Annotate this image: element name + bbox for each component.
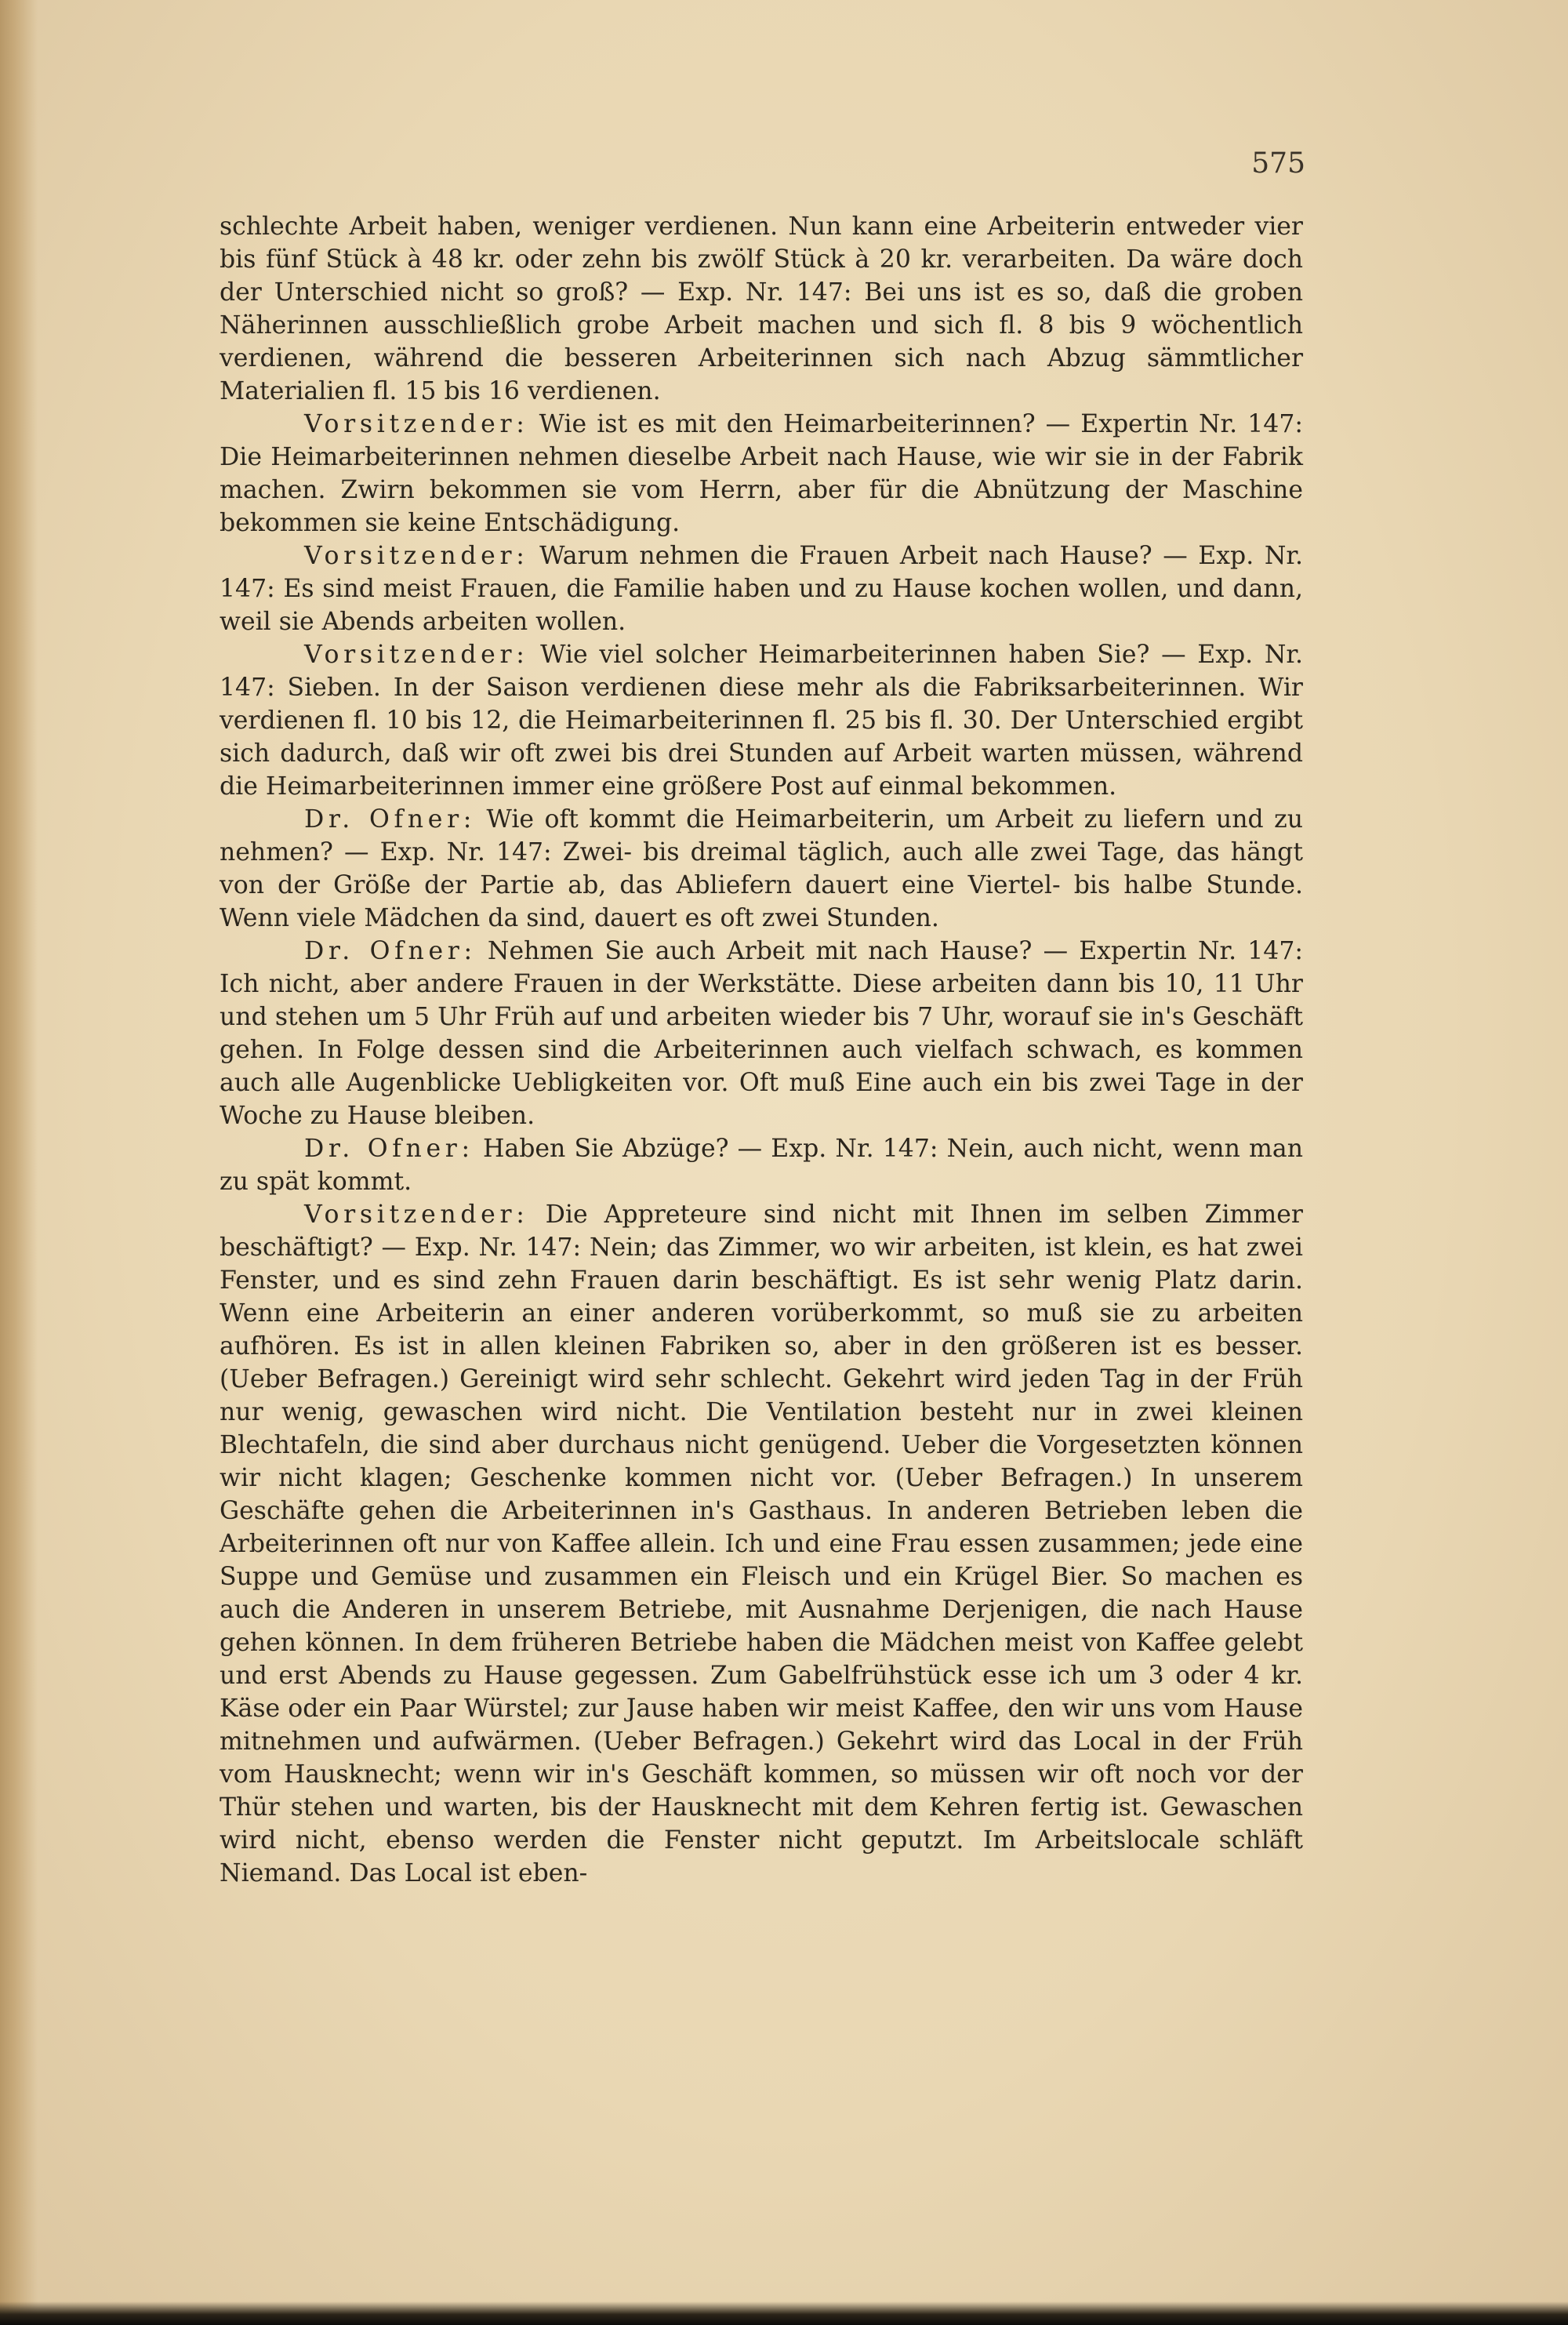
paragraph-text: Warum nehmen die Frauen Arbeit nach Hause? — Exp. Nr. 147: Es sind meist Frauen, die Familie haben und zu Hause kochen wollen, und dann, weil sie Abends arbeiten wollen.: [220, 542, 1303, 636]
paragraph-dialogue: [220, 408, 1303, 539]
speaker-label: Vorsitzender:: [304, 1201, 529, 1229]
speaker-label: Vorsitzender:: [304, 641, 529, 669]
paragraph-dialogue: [220, 935, 1303, 1132]
paragraph-text: Wie ist es mit den Heimarbeiterinnen? — Expertin Nr. 147: Die Heimarbeiterinnen nehmen dieselbe Arbeit nach Hause, wie wir sie in der Fabrik machen. Zwirn bekommen sie vom Herrn, aber für die Abnützung der Maschine bekommen sie keine Entschädigung.: [220, 410, 1303, 537]
speaker-label: Vorsitzender:: [304, 542, 529, 570]
speaker-label: Dr. Ofner:: [304, 1135, 474, 1163]
page-bottom-edge: [0, 2301, 1568, 2325]
paragraph-dialogue: [220, 638, 1303, 803]
paragraph-continuation: [220, 210, 1303, 408]
paragraph-text: Wie oft kommt die Heimarbeiterin, um Arbeit zu liefern und zu nehmen? — Exp. Nr. 147: Zwei- bis dreimal täglich, auch alle zwei Tage, das hängt von der Größe der Partie ab, das Abliefern dauert eine Viertel- bis halbe Stunde. Wenn viele Mädchen da sind, dauert es oft zwei Stunden.: [220, 805, 1303, 932]
speaker-label: Dr. Ofner:: [304, 937, 477, 965]
paragraph-dialogue: [220, 1132, 1303, 1198]
paragraph-text: Haben Sie Abzüge? — Exp. Nr. 147: Nein, auch nicht, wenn man zu spät kommt.: [220, 1135, 1303, 1196]
paragraph-dialogue: [220, 1198, 1303, 1890]
speaker-label: Dr. Ofner:: [304, 805, 477, 834]
paragraph-dialogue: [220, 803, 1303, 935]
paragraph-dialogue: [220, 539, 1303, 638]
speaker-label: Vorsitzender:: [304, 410, 529, 438]
body-text: [220, 210, 1303, 1890]
page-left-edge-shadow: [0, 0, 38, 2325]
paragraph-text: Die Appreteure sind nicht mit Ihnen im selben Zimmer beschäftigt? — Exp. Nr. 147: Nein; das Zimmer, wo wir arbeiten, ist klein, es hat zwei Fenster, und es sind zehn Frauen darin beschäftigt. Es ist sehr wenig Platz darin. Wenn eine Arbeiterin an einer anderen vorüberkommt, so muß sie zu arbeiten aufhören. Es ist in allen kleinen Fabriken so, aber in den größeren ist es besser. (Ueber Befragen.) Gereinigt wird sehr schlecht. Gekehrt wird jeden Tag in der Früh nur wenig, gewaschen wird nicht. Die Ventilation besteht nur in zwei kleinen Blechtafeln, die sind aber durchaus nicht genügend. Ueber die Vorgesetzten können wir nicht klagen; Geschenke kommen nicht vor. (Ueber Befragen.) In unserem Geschäfte gehen die Arbeiterinnen in's Gasthaus. In anderen Betrieben leben die Arbeiterinnen oft nur von Kaffee allein. Ich und eine Frau essen zusammen; jede eine Suppe und Gemüse und zusammen ein Fleisch und ein Krügel Bier. So machen es auch die Anderen in unserem Betriebe, mit Ausnahme Derjenigen, die nach Hause gehen können. In dem früheren Betriebe haben die Mädchen meist von Kaffee gelebt und erst Abends zu Hause gegessen. Zum Gabelfrühstück esse ich um 3 oder 4 kr. Käse oder ein Paar Würstel; zur Jause haben wir meist Kaffee, den wir uns vom Hause mitnehmen und aufwärmen. (Ueber Befragen.) Gekehrt wird das Local in der Früh vom Hausknecht; wenn wir in's Geschäft kommen, so müssen wir oft noch vor der Thür stehen und warten, bis der Hausknecht mit dem Kehren fertig ist. Gewaschen wird nicht, ebenso werden die Fenster nicht geputzt. Im Arbeitslocale schläft Niemand. Das Local ist eben-: [220, 1201, 1303, 1887]
page-number: 575: [1251, 147, 1305, 180]
paragraph-text: schlechte Arbeit haben, weniger verdienen. Nun kann eine Arbeiterin entweder vier bis fünf Stück à 48 kr. oder zehn bis zwölf Stück à 20 kr. verarbeiten. Da wäre doch der Unterschied nicht so groß? — Exp. Nr. 147: Bei uns ist es so, daß die groben Näherinnen ausschließlich grobe Arbeit machen und sich fl. 8 bis 9 wöchentlich verdienen, während die besseren Arbeiterinnen sich nach Abzug sämmtlicher Materialien fl. 15 bis 16 verdienen.: [220, 213, 1303, 405]
paragraph-text: Wie viel solcher Heimarbeiterinnen haben Sie? — Exp. Nr. 147: Sieben. In der Saison verdienen diese mehr als die Fabriksarbeiterinnen. Wir verdienen fl. 10 bis 12, die Heimarbeiterinnen fl. 25 bis fl. 30. Der Unterschied ergibt sich dadurch, daß wir oft zwei bis drei Stunden auf Arbeit warten müssen, während die Heimarbeiterinnen immer eine größere Post auf einmal bekommen.: [220, 641, 1303, 801]
paragraph-text: Nehmen Sie auch Arbeit mit nach Hause? — Expertin Nr. 147: Ich nicht, aber andere Frauen in der Werkstätte. Diese arbeiten dann bis 10, 11 Uhr und stehen um 5 Uhr Früh auf und arbeiten wieder bis 7 Uhr, worauf sie in's Geschäft gehen. In Folge dessen sind die Arbeiterinnen auch vielfach schwach, es kommen auch alle Augenblicke Uebligkeiten vor. Oft muß Eine auch ein bis zwei Tage in der Woche zu Hause bleiben.: [220, 937, 1303, 1130]
